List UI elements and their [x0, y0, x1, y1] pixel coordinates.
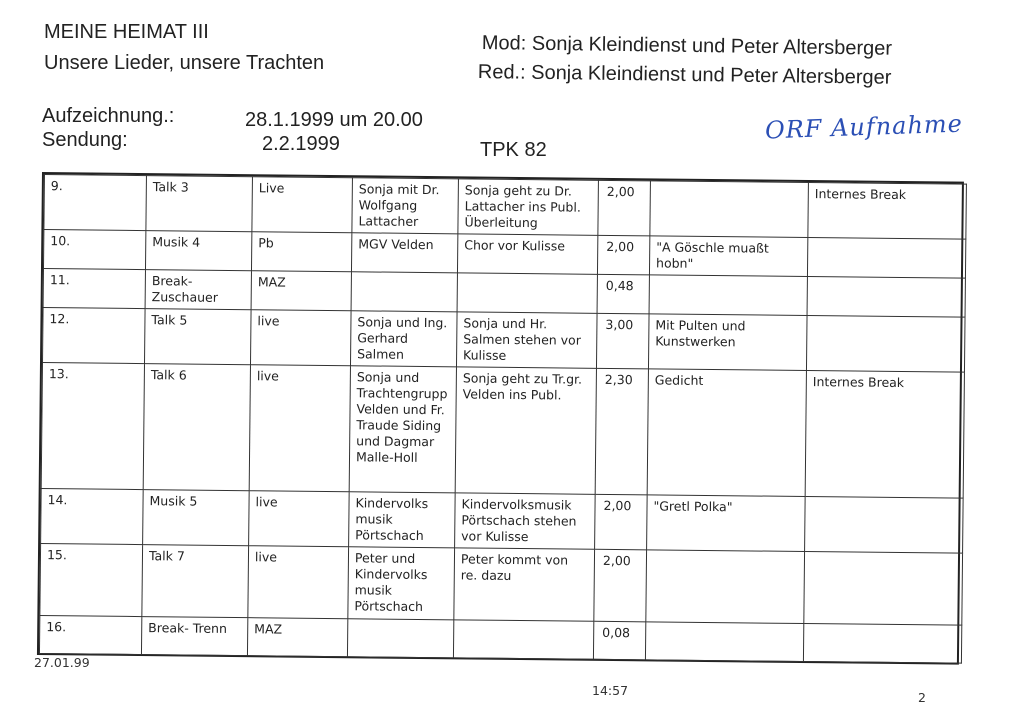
cell-remark — [803, 624, 961, 664]
moderation-line: Mod: Sonja Kleindienst und Peter Altersberger — [481, 31, 893, 60]
cell-stage-action: Kindervolksmusik Pörtschach stehen vor Kulisse — [455, 493, 596, 549]
cell-duration: 2,00 — [595, 494, 648, 550]
cell-participants: Kindervolks musik Pörtschach — [349, 492, 456, 548]
cell-item-title: Musik 5 — [143, 490, 250, 546]
cell-stage-action: Sonja geht zu Dr. Lattacher ins Publ. Überleitung — [458, 179, 599, 235]
tpk-number: TPK 82 — [480, 139, 547, 161]
cell-remark — [804, 552, 963, 626]
cell-note: Mit Pulten und Kunstwerken — [648, 314, 807, 371]
cell-remark — [806, 316, 965, 373]
cell-remark: Internes Break — [805, 371, 964, 499]
table-row — [41, 363, 964, 499]
cell-participants: Sonja mit Dr. Wolfgang Lattacher — [352, 178, 459, 234]
cell-item-type: Pb — [251, 232, 351, 272]
cell-note — [646, 550, 805, 624]
footer-date: 27.01.99 — [34, 655, 90, 670]
cell-row-number: 13. — [41, 363, 144, 490]
cell-item-type: live — [248, 546, 349, 619]
cell-note — [649, 275, 807, 316]
sendung-value: 2.2.1999 — [262, 133, 340, 155]
cell-participants: Sonja und Trachtengrupp Velden und Fr. Traude Siding und Dagmar Malle-Holl — [349, 366, 456, 493]
cell-item-type: live — [249, 365, 350, 492]
table-row — [41, 489, 964, 554]
cell-participants: MGV Velden — [351, 233, 457, 273]
cell-row-number: 14. — [41, 489, 144, 545]
handwritten-note: ORF Aufnahme — [764, 109, 964, 145]
cell-participants: Sonja und Ing. Gerhard Salmen — [350, 311, 457, 367]
cell-note — [645, 622, 803, 662]
cell-item-title: Break-Zuschauer — [145, 270, 251, 310]
cell-row-number: 10. — [43, 230, 145, 270]
cell-duration: 0,08 — [593, 621, 645, 660]
cell-stage-action — [457, 273, 597, 313]
page-number: 2 — [918, 690, 926, 705]
cell-item-type: MAZ — [247, 618, 347, 657]
table-row — [40, 544, 963, 626]
cell-item-title: Talk 6 — [143, 364, 250, 491]
program-title: MEINE HEIMAT III — [44, 21, 209, 43]
cell-item-title: Talk 3 — [146, 176, 253, 232]
program-subtitle: Unsere Lieder, unsere Trachten — [44, 52, 325, 74]
sendung-label: Sendung: — [42, 129, 128, 151]
cell-item-type: live — [250, 310, 351, 366]
cell-participants — [347, 619, 453, 658]
cell-remark — [805, 497, 964, 554]
cell-stage-action: Sonja geht zu Tr.gr. Velden ins Publ. — [455, 367, 596, 494]
cell-duration: 2,00 — [594, 549, 647, 622]
aufzeichnung-label: Aufzeichnung.: — [42, 105, 175, 127]
cell-item-title: Musik 4 — [145, 231, 251, 271]
cell-duration: 0,48 — [597, 274, 649, 314]
cell-participants — [351, 272, 457, 312]
cell-remark — [807, 238, 965, 279]
cell-stage-action: Sonja und Hr. Salmen stehen vor Kulisse — [456, 312, 597, 368]
footer-time: 14:57 — [592, 683, 629, 698]
cell-note: Gedicht — [647, 369, 806, 497]
cell-item-type: MAZ — [251, 271, 351, 311]
cell-item-title: Talk 7 — [142, 545, 249, 618]
cell-duration: 2,00 — [598, 180, 651, 236]
cell-row-number: 11. — [43, 269, 145, 309]
rundown-table — [39, 174, 967, 664]
cell-item-type: Live — [252, 177, 353, 233]
cell-item-title: Break- Trenn — [141, 617, 247, 656]
cell-note: "A Göschle muaßt hobn" — [649, 236, 807, 277]
cell-duration: 2,00 — [597, 235, 649, 275]
cell-row-number: 12. — [43, 308, 146, 364]
redaction-line: Red.: Sonja Kleindienst und Peter Altersberger — [477, 60, 892, 89]
cell-row-number: 15. — [40, 544, 143, 617]
rundown-sheet — [37, 172, 964, 665]
cell-item-type: live — [249, 491, 350, 547]
table-row — [44, 175, 967, 240]
cell-note — [650, 181, 809, 238]
cell-row-number: 16. — [39, 616, 141, 655]
cell-participants: Peter und Kindervolks musik Pörtschach — [348, 547, 455, 620]
cell-stage-action: Chor vor Kulisse — [457, 234, 597, 274]
table-row — [43, 308, 966, 373]
cell-stage-action: Peter kommt von re. dazu — [454, 548, 595, 621]
cell-item-title: Talk 5 — [144, 309, 251, 365]
cell-stage-action — [453, 620, 593, 659]
cell-remark: Internes Break — [808, 183, 967, 240]
aufzeichnung-value: 28.1.1999 um 20.00 — [245, 109, 423, 131]
cell-remark — [807, 277, 965, 318]
cell-row-number: 9. — [44, 175, 147, 231]
cell-duration: 3,00 — [596, 313, 649, 369]
cell-note: "Gretl Polka" — [647, 495, 806, 552]
cell-duration: 2,30 — [595, 368, 648, 495]
